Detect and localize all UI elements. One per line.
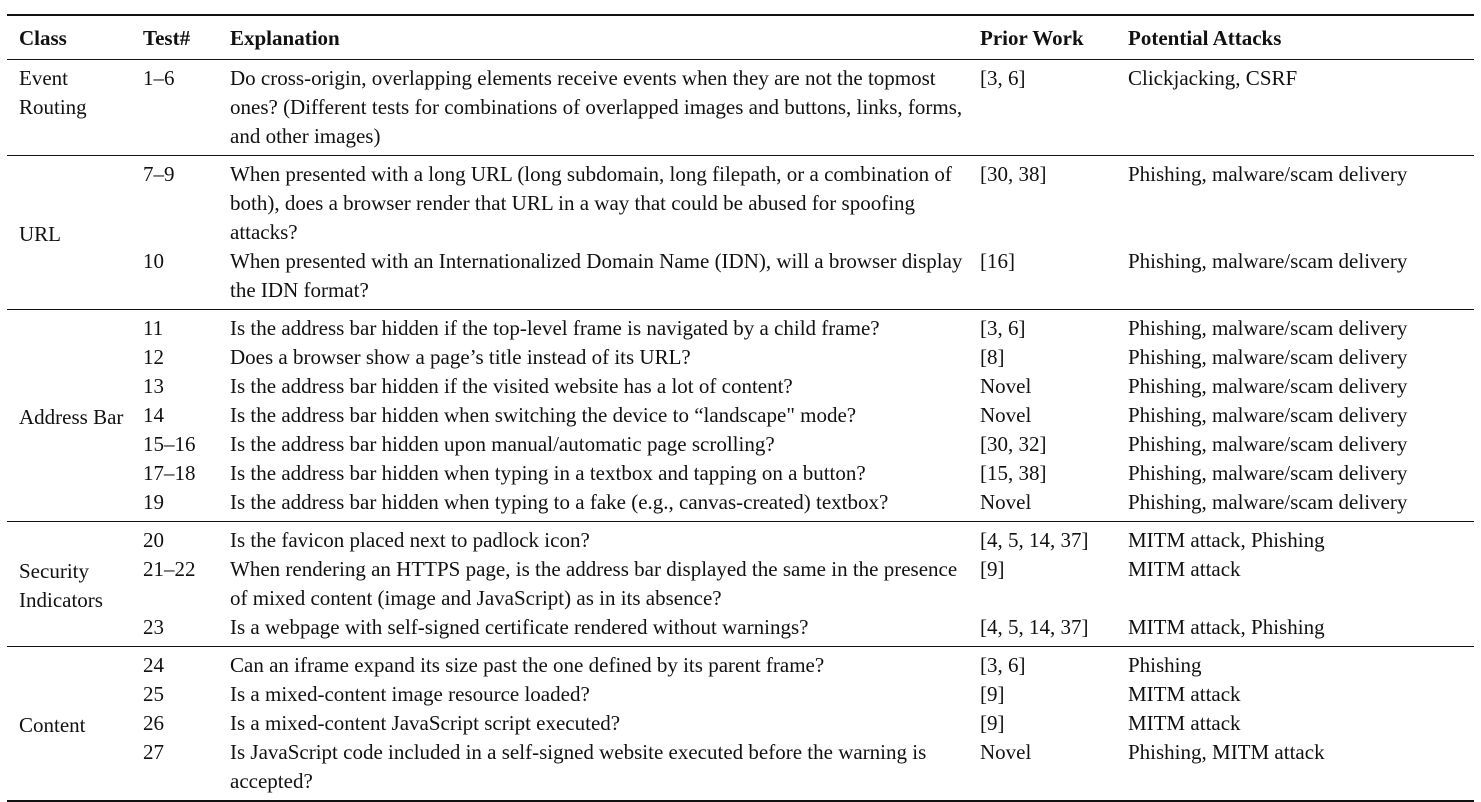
test-number-cell: 17–18 bbox=[143, 461, 196, 485]
explanation-cell: When rendering an HTTPS page, is the address bar displayed the same in the presence of mixed content (image and JavaScript) as in its absence? bbox=[230, 557, 958, 610]
potential-attacks-cell: Phishing, malware/scam delivery bbox=[1128, 490, 1408, 514]
prior-work-cell: Novel bbox=[980, 740, 1032, 764]
table-row bbox=[7, 156, 1474, 248]
test-number-cell: 26 bbox=[143, 711, 164, 735]
test-number-cell: 14 bbox=[143, 403, 164, 427]
class-cell: Event Routing bbox=[19, 66, 87, 119]
prior-work-cell: Novel bbox=[980, 490, 1032, 514]
potential-attacks-cell: Phishing, malware/scam delivery bbox=[1128, 432, 1408, 456]
prior-work-cell: [8] bbox=[980, 345, 1005, 369]
group-address-bar bbox=[7, 310, 1474, 522]
table-row bbox=[7, 738, 1474, 801]
prior-work-cell: [3, 6] bbox=[980, 653, 1026, 677]
explanation-cell: Does a browser show a page’s title instead of its URL? bbox=[230, 345, 691, 369]
table-row bbox=[7, 343, 1474, 372]
potential-attacks-cell: Phishing, malware/scam delivery bbox=[1128, 345, 1408, 369]
prior-work-cell: [3, 6] bbox=[980, 66, 1026, 90]
prior-work-cell: [3, 6] bbox=[980, 316, 1026, 340]
test-number-cell: 19 bbox=[143, 490, 164, 514]
group-event-routing bbox=[7, 60, 1474, 156]
potential-attacks-cell: Phishing, malware/scam delivery bbox=[1128, 461, 1408, 485]
table-row bbox=[7, 430, 1474, 459]
test-number-cell: 27 bbox=[143, 740, 164, 764]
table-row bbox=[7, 60, 1474, 156]
potential-attacks-cell: Phishing, malware/scam delivery bbox=[1128, 316, 1408, 340]
prior-work-cell: [4, 5, 14, 37] bbox=[980, 615, 1089, 639]
header-test-number: Test# bbox=[143, 26, 191, 50]
test-number-cell: 11 bbox=[143, 316, 164, 340]
explanation-cell: Is the address bar hidden if the visited website has a lot of content? bbox=[230, 374, 793, 398]
header-potential-attacks: Potential Attacks bbox=[1128, 26, 1282, 50]
table-row bbox=[7, 247, 1474, 310]
potential-attacks-cell: Phishing, MITM attack bbox=[1128, 740, 1325, 764]
class-cell: Content bbox=[19, 713, 86, 737]
prior-work-cell: [30, 32] bbox=[980, 432, 1047, 456]
potential-attacks-cell: MITM attack bbox=[1128, 682, 1241, 706]
table-row bbox=[7, 709, 1474, 738]
table-row bbox=[7, 613, 1474, 647]
header-class: Class bbox=[19, 26, 67, 50]
potential-attacks-cell: MITM attack, Phishing bbox=[1128, 615, 1325, 639]
table-row bbox=[7, 555, 1474, 613]
table-row bbox=[7, 488, 1474, 522]
class-cell: Security Indicators bbox=[19, 559, 103, 612]
potential-attacks-cell: MITM attack bbox=[1128, 557, 1241, 581]
class-cell: Address Bar bbox=[19, 405, 124, 429]
header-prior-work: Prior Work bbox=[980, 26, 1084, 50]
explanation-cell: When presented with a long URL (long subdomain, long filepath, or a combination of both), does a browser render that URL in a way that could be abused for spoofing attacks? bbox=[230, 162, 952, 244]
explanation-cell: Is a mixed-content JavaScript script executed? bbox=[230, 711, 621, 735]
explanation-cell: Do cross-origin, overlapping elements receive events when they are not the topmost ones? (Different tests for combinations of overlapped images and buttons, links, forms, and other images) bbox=[230, 66, 963, 148]
group-security-indicators bbox=[7, 522, 1474, 647]
prior-work-cell: Novel bbox=[980, 403, 1032, 427]
table-row bbox=[7, 680, 1474, 709]
prior-work-cell: [9] bbox=[980, 682, 1005, 706]
potential-attacks-cell: Clickjacking, CSRF bbox=[1128, 66, 1298, 90]
potential-attacks-cell: MITM attack bbox=[1128, 711, 1241, 735]
explanation-cell: Is the address bar hidden if the top-level frame is navigated by a child frame? bbox=[230, 316, 880, 340]
table-header bbox=[7, 15, 1474, 60]
explanation-cell: When presented with an Internationalized Domain Name (IDN), will a browser display the IDN format? bbox=[230, 249, 963, 302]
test-number-cell: 10 bbox=[143, 249, 164, 273]
explanation-cell: Is JavaScript code included in a self-signed website executed before the warning is accepted? bbox=[230, 740, 927, 793]
test-number-cell: 7–9 bbox=[143, 162, 175, 186]
test-number-cell: 25 bbox=[143, 682, 164, 706]
explanation-cell: Is a mixed-content image resource loaded? bbox=[230, 682, 590, 706]
prior-work-cell: [16] bbox=[980, 249, 1015, 273]
potential-attacks-cell: MITM attack, Phishing bbox=[1128, 528, 1325, 552]
potential-attacks-cell: Phishing bbox=[1128, 653, 1202, 677]
prior-work-cell: [9] bbox=[980, 557, 1005, 581]
test-number-cell: 12 bbox=[143, 345, 164, 369]
test-number-cell: 20 bbox=[143, 528, 164, 552]
explanation-cell: Is the address bar hidden upon manual/automatic page scrolling? bbox=[230, 432, 775, 456]
table-row bbox=[7, 401, 1474, 430]
explanation-cell: Is the address bar hidden when typing to a fake (e.g., canvas-created) textbox? bbox=[230, 490, 889, 514]
test-number-cell: 21–22 bbox=[143, 557, 196, 581]
explanation-cell: Can an iframe expand its size past the one defined by its parent frame? bbox=[230, 653, 825, 677]
group-content bbox=[7, 647, 1474, 802]
potential-attacks-cell: Phishing, malware/scam delivery bbox=[1128, 374, 1408, 398]
header-explanation: Explanation bbox=[230, 26, 340, 50]
table-row bbox=[7, 372, 1474, 401]
test-number-cell: 15–16 bbox=[143, 432, 196, 456]
explanation-cell: Is the address bar hidden when typing in a textbox and tapping on a button? bbox=[230, 461, 866, 485]
browser-tests-table bbox=[7, 14, 1474, 802]
test-number-cell: 24 bbox=[143, 653, 164, 677]
potential-attacks-cell: Phishing, malware/scam delivery bbox=[1128, 403, 1408, 427]
prior-work-cell: [9] bbox=[980, 711, 1005, 735]
table-row bbox=[7, 522, 1474, 556]
group-url bbox=[7, 156, 1474, 310]
explanation-cell: Is the favicon placed next to padlock icon? bbox=[230, 528, 590, 552]
table-row bbox=[7, 310, 1474, 344]
potential-attacks-cell: Phishing, malware/scam delivery bbox=[1128, 162, 1408, 186]
test-number-cell: 23 bbox=[143, 615, 164, 639]
prior-work-cell: [15, 38] bbox=[980, 461, 1047, 485]
test-number-cell: 1–6 bbox=[143, 66, 175, 90]
potential-attacks-cell: Phishing, malware/scam delivery bbox=[1128, 249, 1408, 273]
header-row bbox=[7, 15, 1474, 60]
browser-tests-table-container bbox=[7, 14, 1474, 802]
table-row bbox=[7, 647, 1474, 681]
prior-work-cell: Novel bbox=[980, 374, 1032, 398]
table-row bbox=[7, 459, 1474, 488]
explanation-cell: Is a webpage with self-signed certificate rendered without warnings? bbox=[230, 615, 809, 639]
explanation-cell: Is the address bar hidden when switching the device to “landscape" mode? bbox=[230, 403, 857, 427]
prior-work-cell: [4, 5, 14, 37] bbox=[980, 528, 1089, 552]
prior-work-cell: [30, 38] bbox=[980, 162, 1047, 186]
class-cell: URL bbox=[19, 222, 61, 246]
test-number-cell: 13 bbox=[143, 374, 164, 398]
